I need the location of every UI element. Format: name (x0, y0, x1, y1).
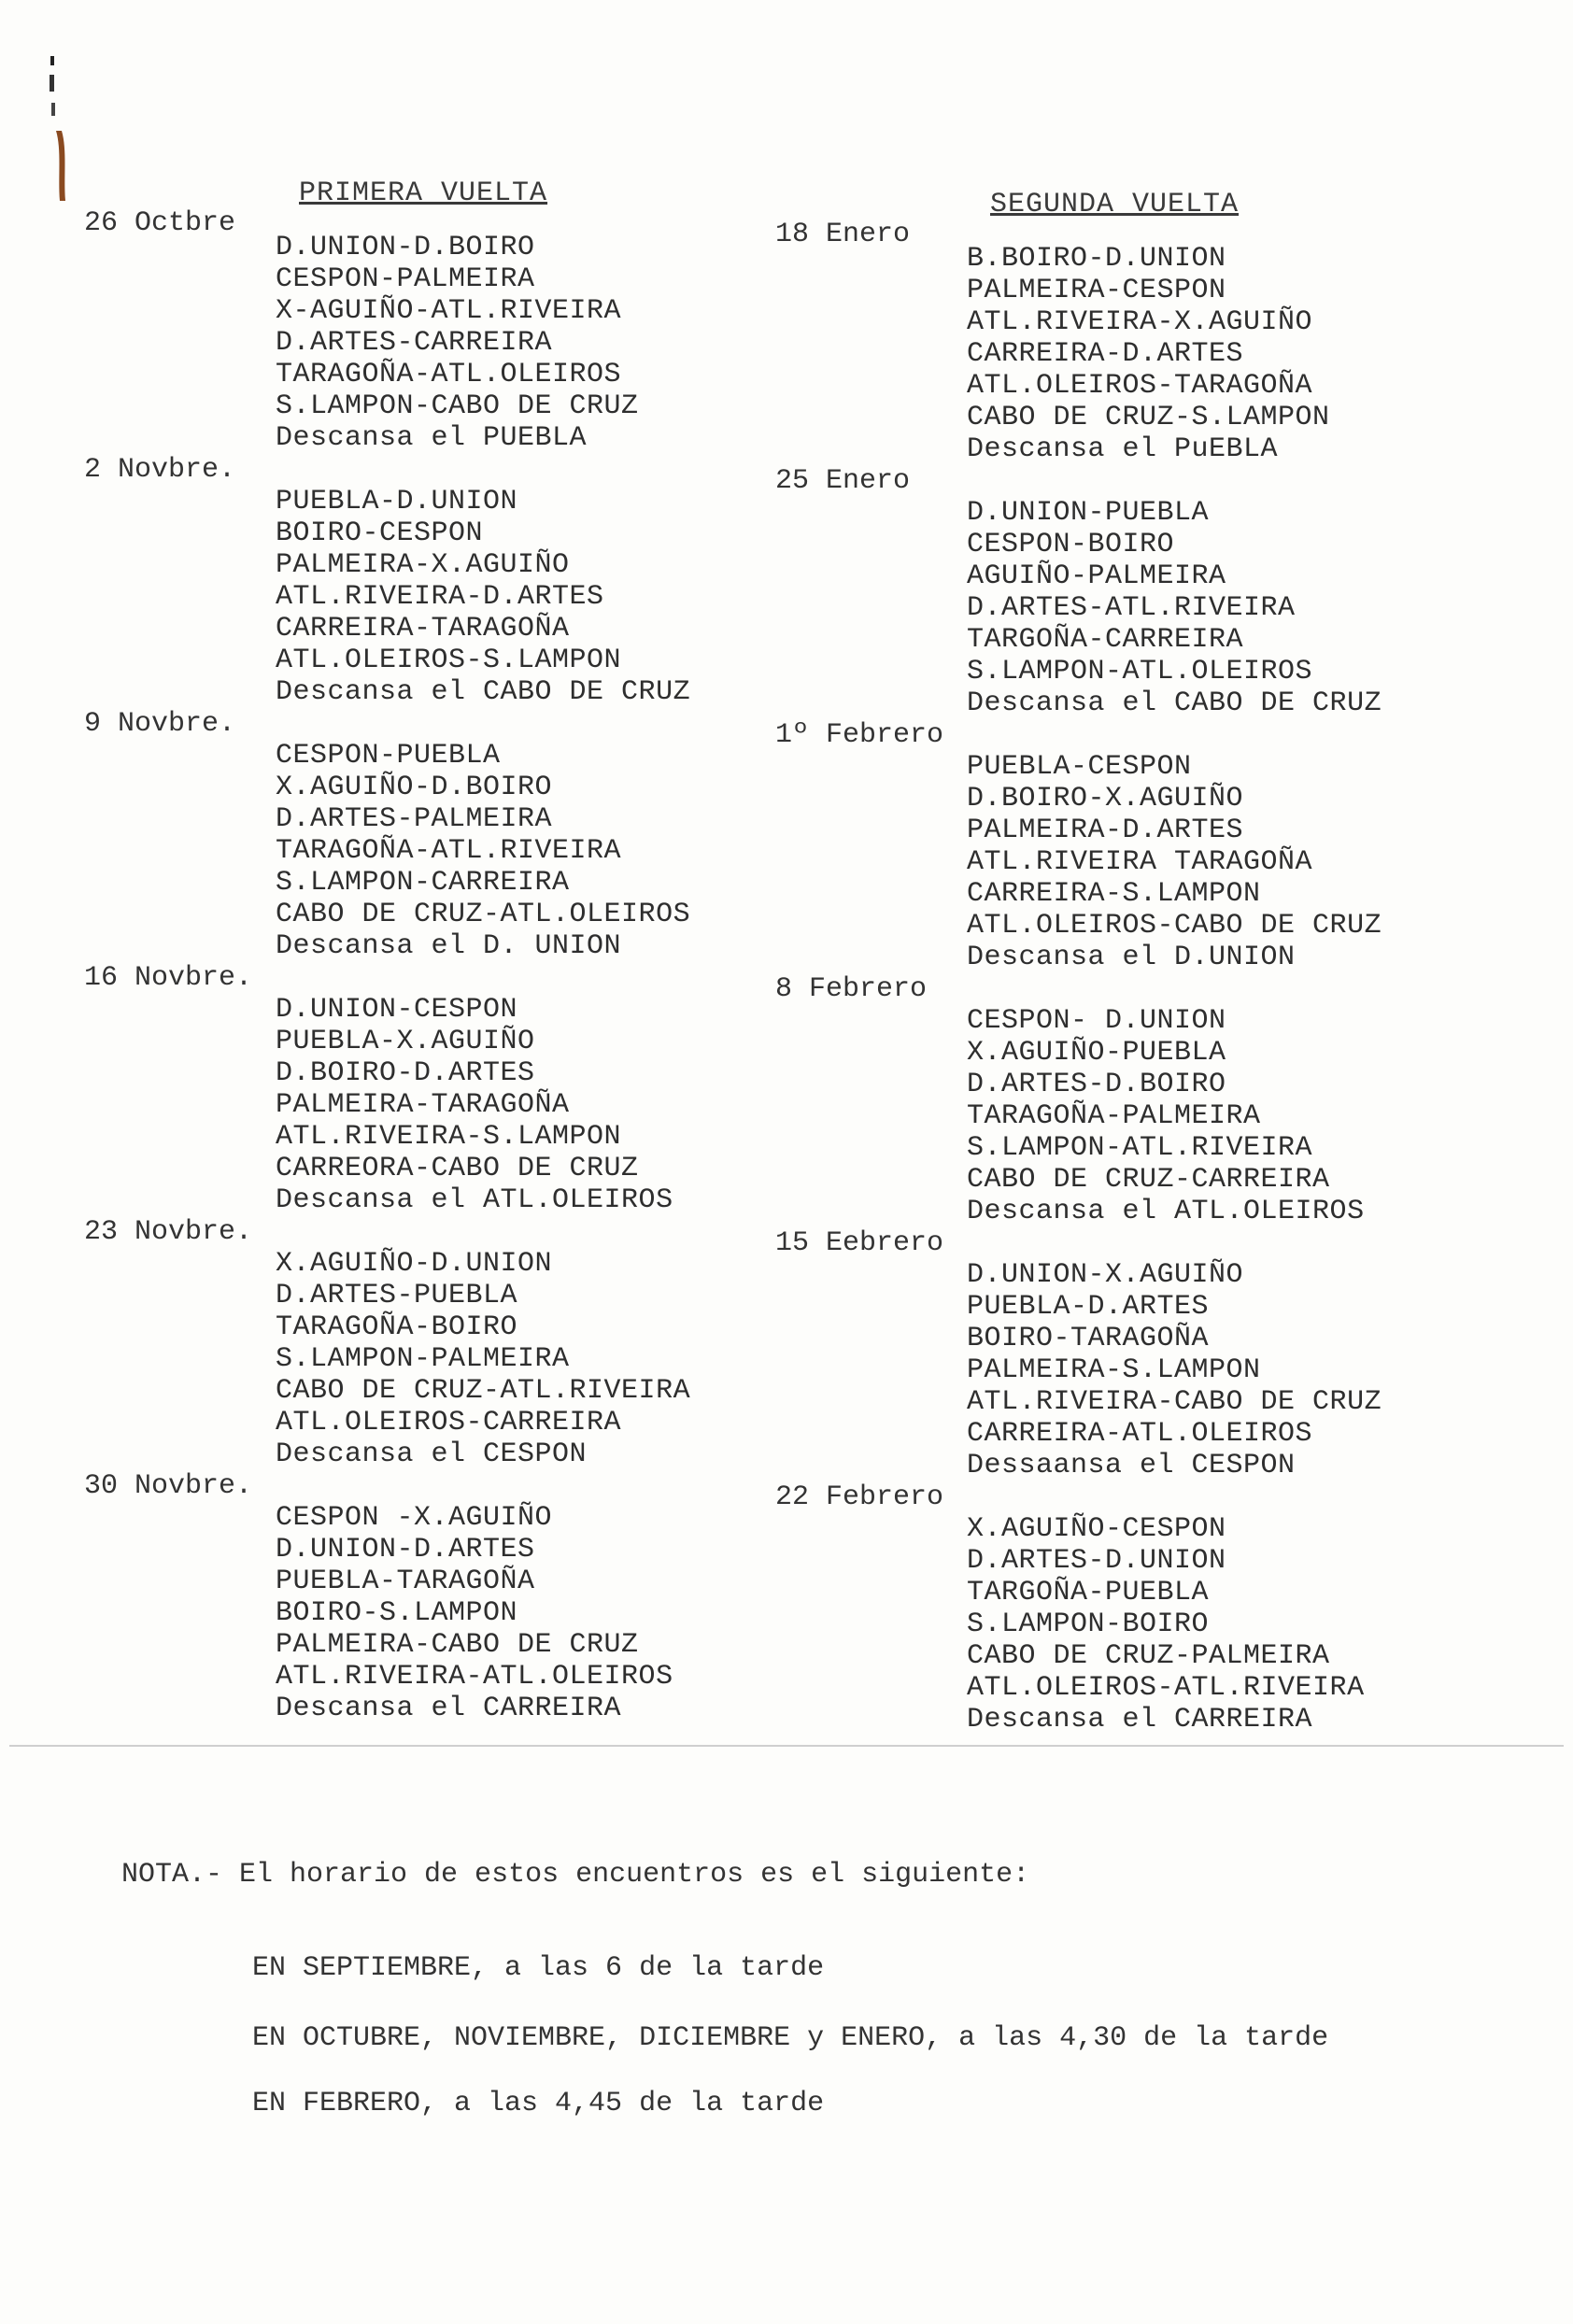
match-line: TARGOÑA-PUEBLA (967, 1577, 1210, 1608)
rest-team-line: Dessaansa el CESPON (967, 1450, 1296, 1481)
segunda-vuelta-column (775, 177, 1429, 1736)
match-line: CESPON-PUEBLA (276, 740, 501, 772)
match-line: D.UNION-D.ARTES (276, 1534, 535, 1566)
match-line: D.ARTES-ATL.RIVEIRA (967, 592, 1296, 624)
match-line: ATL.RIVEIRA TARAGOÑA (967, 846, 1313, 878)
match-line: D.ARTES-PUEBLA (276, 1280, 518, 1311)
match-line: CARREORA-CABO DE CRUZ (276, 1153, 639, 1184)
match-list (775, 226, 1429, 465)
match-list (775, 1227, 1429, 1481)
match-line: D.UNION-CESPON (276, 994, 518, 1026)
match-line: PUEBLA-D.UNION (276, 486, 518, 517)
rest-team-line: Descansa el PUEBLA (276, 422, 588, 454)
round (84, 1216, 738, 1470)
match-line: PUEBLA-CESPON (967, 751, 1192, 783)
round-date: 8 Febrero (775, 973, 928, 1005)
round (775, 973, 1429, 1227)
primera-vuelta-column (84, 177, 738, 1724)
match-line: X.AGUIÑO-PUEBLA (967, 1037, 1226, 1069)
match-line: TARAGOÑA-ATL.RIVEIRA (276, 835, 622, 867)
match-line: TARAGOÑA-BOIRO (276, 1311, 518, 1343)
match-line: CESPON-PALMEIRA (276, 263, 535, 295)
match-line: BOIRO-CESPON (276, 517, 484, 549)
schedule-line: EN SEPTIEMBRE, a las 6 de la tarde (252, 1952, 825, 1984)
rest-team-line: Descansa el PuEBLA (967, 433, 1279, 465)
rest-team-line: Descansa el ATL.OLEIROS (276, 1184, 673, 1216)
match-line: CARREIRA-D.ARTES (967, 338, 1244, 370)
match-line: ATL.OLEIROS-ATL.RIVEIRA (967, 1672, 1365, 1704)
match-line: PALMEIRA-S.LAMPON (967, 1354, 1261, 1386)
match-line: D.ARTES-D.BOIRO (967, 1069, 1226, 1100)
match-line: ATL.OLEIROS-CABO DE CRUZ (967, 910, 1382, 942)
match-line: S.LAMPON-CABO DE CRUZ (276, 390, 639, 422)
segunda-vuelta-rounds (775, 219, 1429, 1736)
round-date: 22 Febrero (775, 1481, 944, 1513)
round (84, 454, 738, 708)
match-line: X.AGUIÑO-CESPON (967, 1513, 1226, 1545)
round (84, 962, 738, 1216)
match-line: S.LAMPON-ATL.OLEIROS (967, 656, 1313, 687)
round (775, 719, 1429, 973)
match-line: PALMEIRA-CESPON (967, 275, 1226, 306)
match-line: CESPON- D.UNION (967, 1005, 1226, 1037)
nota-intro: NOTA.- El horario de estos encuentros es el siguiente: (121, 1859, 1030, 1891)
match-line: S.LAMPON-PALMEIRA (276, 1343, 570, 1375)
match-list (84, 1216, 738, 1470)
round (775, 1227, 1429, 1481)
rest-team-line: Descansa el D. UNION (276, 930, 622, 962)
round-date: 18 Enero (775, 219, 911, 250)
rest-team-line: Descansa el CARREIRA (967, 1704, 1313, 1736)
match-line: S.LAMPON-BOIRO (967, 1608, 1210, 1640)
match-line: ATL.OLEIROS-CARREIRA (276, 1407, 622, 1438)
round (775, 465, 1429, 719)
round-date: 30 Novbre. (84, 1470, 253, 1502)
match-line: CARREIRA-ATL.OLEIROS (967, 1418, 1313, 1450)
primera-vuelta-title: PRIMERA VUELTA (299, 177, 548, 209)
round-date: 1º Febrero (775, 719, 944, 751)
match-line: PUEBLA-TARAGOÑA (276, 1566, 535, 1597)
match-line: ATL.OLEIROS-S.LAMPON (276, 645, 622, 676)
match-line: BOIRO-TARAGOÑA (967, 1323, 1210, 1354)
match-list (775, 465, 1429, 719)
round-date: 26 Octbre (84, 207, 236, 239)
round (84, 207, 738, 454)
round-date: 23 Novbre. (84, 1216, 253, 1248)
round-date: 2 Novbre. (84, 454, 236, 486)
segunda-vuelta-title: SEGUNDA VUELTA (990, 189, 1240, 220)
match-list (84, 215, 738, 454)
rest-team-line: Descansa el CABO DE CRUZ (276, 676, 691, 708)
match-line: CARREIRA-S.LAMPON (967, 878, 1261, 910)
round-date: 15 Eebrero (775, 1227, 944, 1259)
match-line: CABO DE CRUZ-S.LAMPON (967, 402, 1330, 433)
match-line: B.BOIRO-D.UNION (967, 243, 1226, 275)
schedule-line: EN FEBRERO, a las 4,45 de la tarde (252, 2088, 825, 2119)
page-divider (9, 1745, 1564, 1747)
match-line: ATL.RIVEIRA-CABO DE CRUZ (967, 1386, 1382, 1418)
match-line: CABO DE CRUZ-CARREIRA (967, 1164, 1330, 1196)
match-list (84, 708, 738, 962)
match-list (775, 1481, 1429, 1736)
match-line: CABO DE CRUZ-ATL.OLEIROS (276, 899, 691, 930)
rest-team-line: Descansa el D.UNION (967, 942, 1296, 973)
match-line: PALMEIRA-D.ARTES (967, 815, 1244, 846)
match-line: ATL.RIVEIRA-S.LAMPON (276, 1121, 622, 1153)
match-line: S.LAMPON-ATL.RIVEIRA (967, 1132, 1313, 1164)
round (84, 1470, 738, 1724)
match-line: PUEBLA-X.AGUIÑO (276, 1026, 535, 1057)
round-date: 25 Enero (775, 465, 911, 497)
match-line: ATL.RIVEIRA-D.ARTES (276, 581, 604, 613)
match-line: PALMEIRA-CABO DE CRUZ (276, 1629, 639, 1661)
match-line: TARAGOÑA-PALMEIRA (967, 1100, 1261, 1132)
match-line: TARAGOÑA-ATL.OLEIROS (276, 359, 622, 390)
match-list (775, 719, 1429, 973)
match-line: CESPON-BOIRO (967, 529, 1175, 560)
match-line: ATL.OLEIROS-TARAGOÑA (967, 370, 1313, 402)
match-line: PALMEIRA-X.AGUIÑO (276, 549, 570, 581)
round (775, 219, 1429, 465)
match-line: AGUIÑO-PALMEIRA (967, 560, 1226, 592)
match-list (84, 454, 738, 708)
rest-team-line: Descansa el CABO DE CRUZ (967, 687, 1382, 719)
match-list (775, 973, 1429, 1227)
match-line: CESPON -X.AGUIÑO (276, 1502, 553, 1534)
match-line: X.AGUIÑO-D.UNION (276, 1248, 553, 1280)
match-line: S.LAMPON-CARREIRA (276, 867, 570, 899)
match-list (84, 962, 738, 1216)
round-date: 16 Novbre. (84, 962, 253, 994)
round (84, 708, 738, 962)
rest-team-line: Descansa el CESPON (276, 1438, 588, 1470)
match-line: CABO DE CRUZ-ATL.RIVEIRA (276, 1375, 691, 1407)
match-line: CABO DE CRUZ-PALMEIRA (967, 1640, 1330, 1672)
match-line: ATL.RIVEIRA-ATL.OLEIROS (276, 1661, 673, 1693)
match-line: D.UNION-X.AGUIÑO (967, 1259, 1244, 1291)
rest-team-line: Descansa el CARREIRA (276, 1693, 622, 1724)
schedule-line: EN OCTUBRE, NOVIEMBRE, DICIEMBRE y ENERO, a las 4,30 de la tarde (252, 2022, 1329, 2054)
match-line: D.BOIRO-D.ARTES (276, 1057, 535, 1089)
round (775, 1481, 1429, 1736)
match-line: X-AGUIÑO-ATL.RIVEIRA (276, 295, 622, 327)
match-line: BOIRO-S.LAMPON (276, 1597, 518, 1629)
match-line: TARGOÑA-CARREIRA (967, 624, 1244, 656)
match-line: X.AGUIÑO-D.BOIRO (276, 772, 553, 803)
match-line: D.ARTES-D.UNION (967, 1545, 1226, 1577)
match-line: PALMEIRA-TARAGOÑA (276, 1089, 570, 1121)
match-line: D.ARTES-CARREIRA (276, 327, 553, 359)
ink-mark (49, 56, 69, 205)
round-date: 9 Novbre. (84, 708, 236, 740)
match-list (84, 1470, 738, 1724)
match-line: D.UNION-PUEBLA (967, 497, 1210, 529)
primera-vuelta-rounds (84, 207, 738, 1724)
match-line: D.UNION-D.BOIRO (276, 232, 535, 263)
match-line: D.ARTES-PALMEIRA (276, 803, 553, 835)
match-line: CARREIRA-TARAGOÑA (276, 613, 570, 645)
match-line: D.BOIRO-X.AGUIÑO (967, 783, 1244, 815)
match-line: PUEBLA-D.ARTES (967, 1291, 1210, 1323)
rest-team-line: Descansa el ATL.OLEIROS (967, 1196, 1365, 1227)
match-line: ATL.RIVEIRA-X.AGUIÑO (967, 306, 1313, 338)
